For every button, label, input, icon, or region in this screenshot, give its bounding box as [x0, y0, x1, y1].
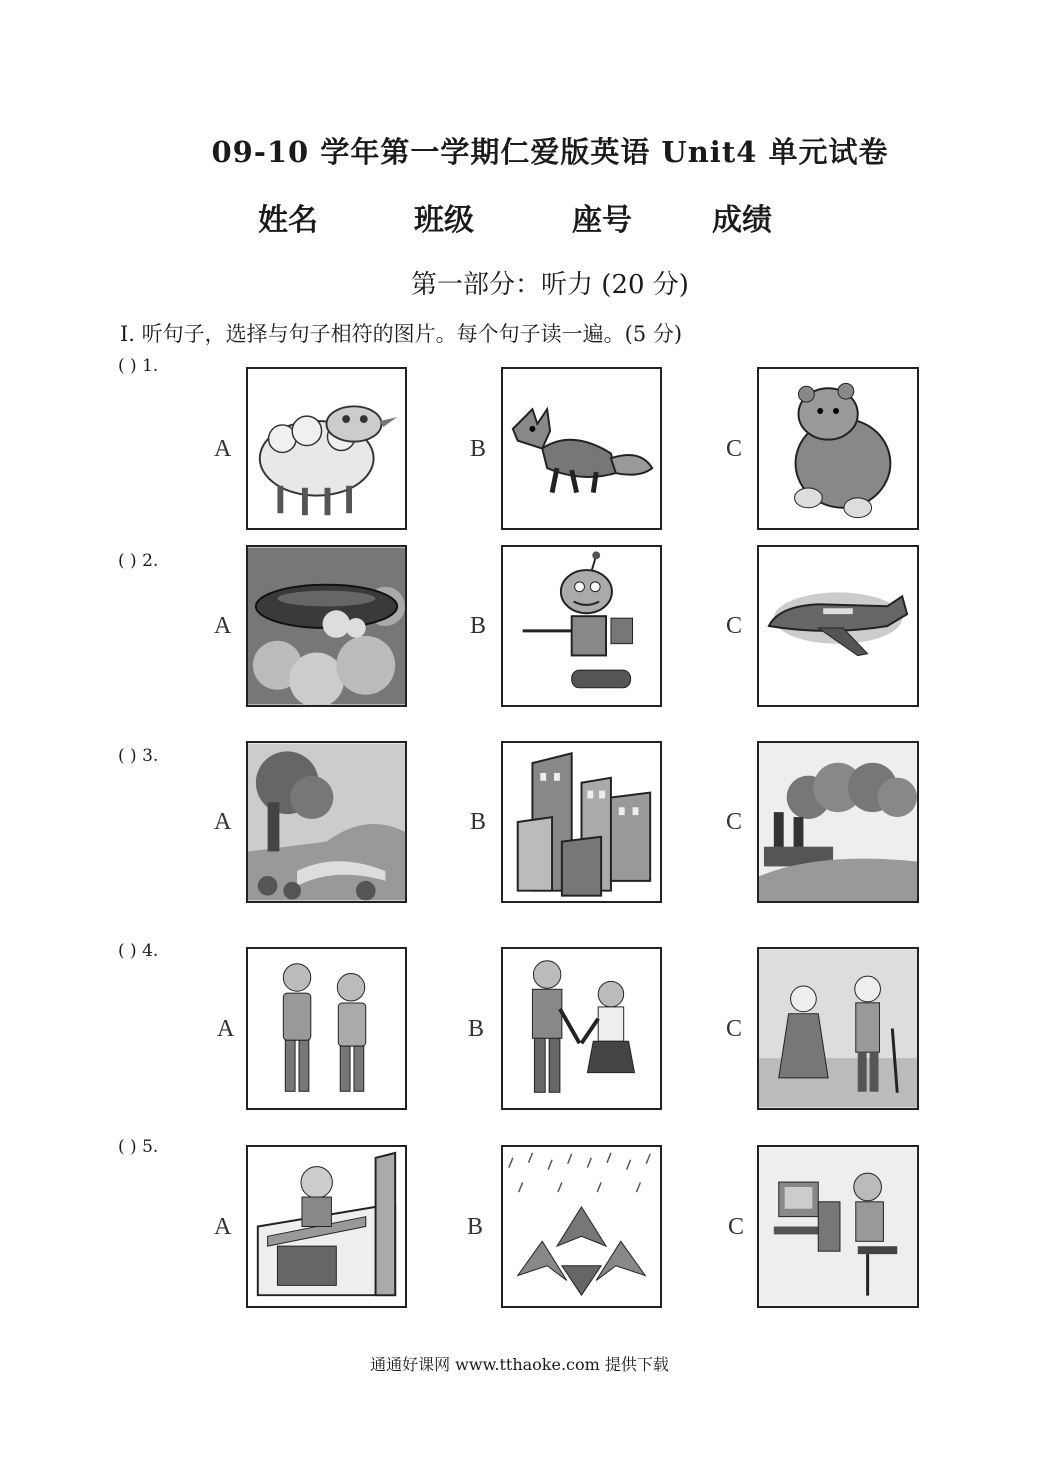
instruction: Ⅰ. 听句子，选择与句子相符的图片。每个句子读一遍。(5 分): [120, 322, 683, 346]
question-5-number: ( ) 5.: [118, 1137, 159, 1157]
question-2-number: ( ) 2.: [118, 551, 159, 571]
nature-landscape-icon: [246, 741, 407, 903]
handshake-icon: [501, 947, 662, 1110]
option-b-label: B: [467, 1214, 484, 1240]
class-label: 班级: [414, 203, 474, 238]
ufo-icon: [246, 545, 407, 707]
option-b-label: B: [468, 1016, 485, 1042]
city-buildings-icon: [501, 741, 662, 903]
factory-pollution-icon: [757, 741, 919, 903]
sheep-icon: [246, 367, 407, 530]
office-worker-icon: [246, 1145, 407, 1308]
question-4-number: ( ) 4.: [118, 941, 159, 961]
option-a-label: A: [214, 436, 232, 462]
option-a-label: A: [217, 1016, 235, 1042]
page-title: 09-10 学年第一学期仁爱版英语 Unit4 单元试卷: [211, 135, 889, 169]
robot-icon: [501, 545, 662, 707]
rain-plant-icon: [501, 1145, 662, 1308]
fox-icon: [501, 367, 662, 530]
option-b-label: B: [470, 809, 487, 835]
airplane-icon: [757, 545, 919, 707]
option-c-label: C: [726, 436, 743, 462]
part-heading: 第一部分：听力 (20 分): [411, 270, 689, 300]
score-label: 成绩: [712, 203, 772, 238]
option-c-label: C: [726, 809, 743, 835]
footer-source: 通通好课网 www.tthaoke.com 提供下载: [370, 1355, 669, 1374]
two-boys-icon: [246, 947, 407, 1110]
option-a-label: A: [214, 809, 232, 835]
name-label: 姓名: [258, 203, 318, 238]
question-3-number: ( ) 3.: [118, 746, 159, 766]
elderly-couple-icon: [757, 947, 919, 1110]
option-b-label: B: [470, 436, 487, 462]
option-c-label: C: [728, 1214, 745, 1240]
option-a-label: A: [214, 1214, 232, 1240]
bear-icon: [757, 367, 919, 530]
option-b-label: B: [470, 613, 487, 639]
computer-user-icon: [757, 1145, 919, 1308]
option-a-label: A: [214, 613, 232, 639]
seat-label: 座号: [572, 203, 632, 238]
option-c-label: C: [726, 1016, 743, 1042]
option-c-label: C: [726, 613, 743, 639]
question-1-number: ( ) 1.: [118, 356, 159, 376]
